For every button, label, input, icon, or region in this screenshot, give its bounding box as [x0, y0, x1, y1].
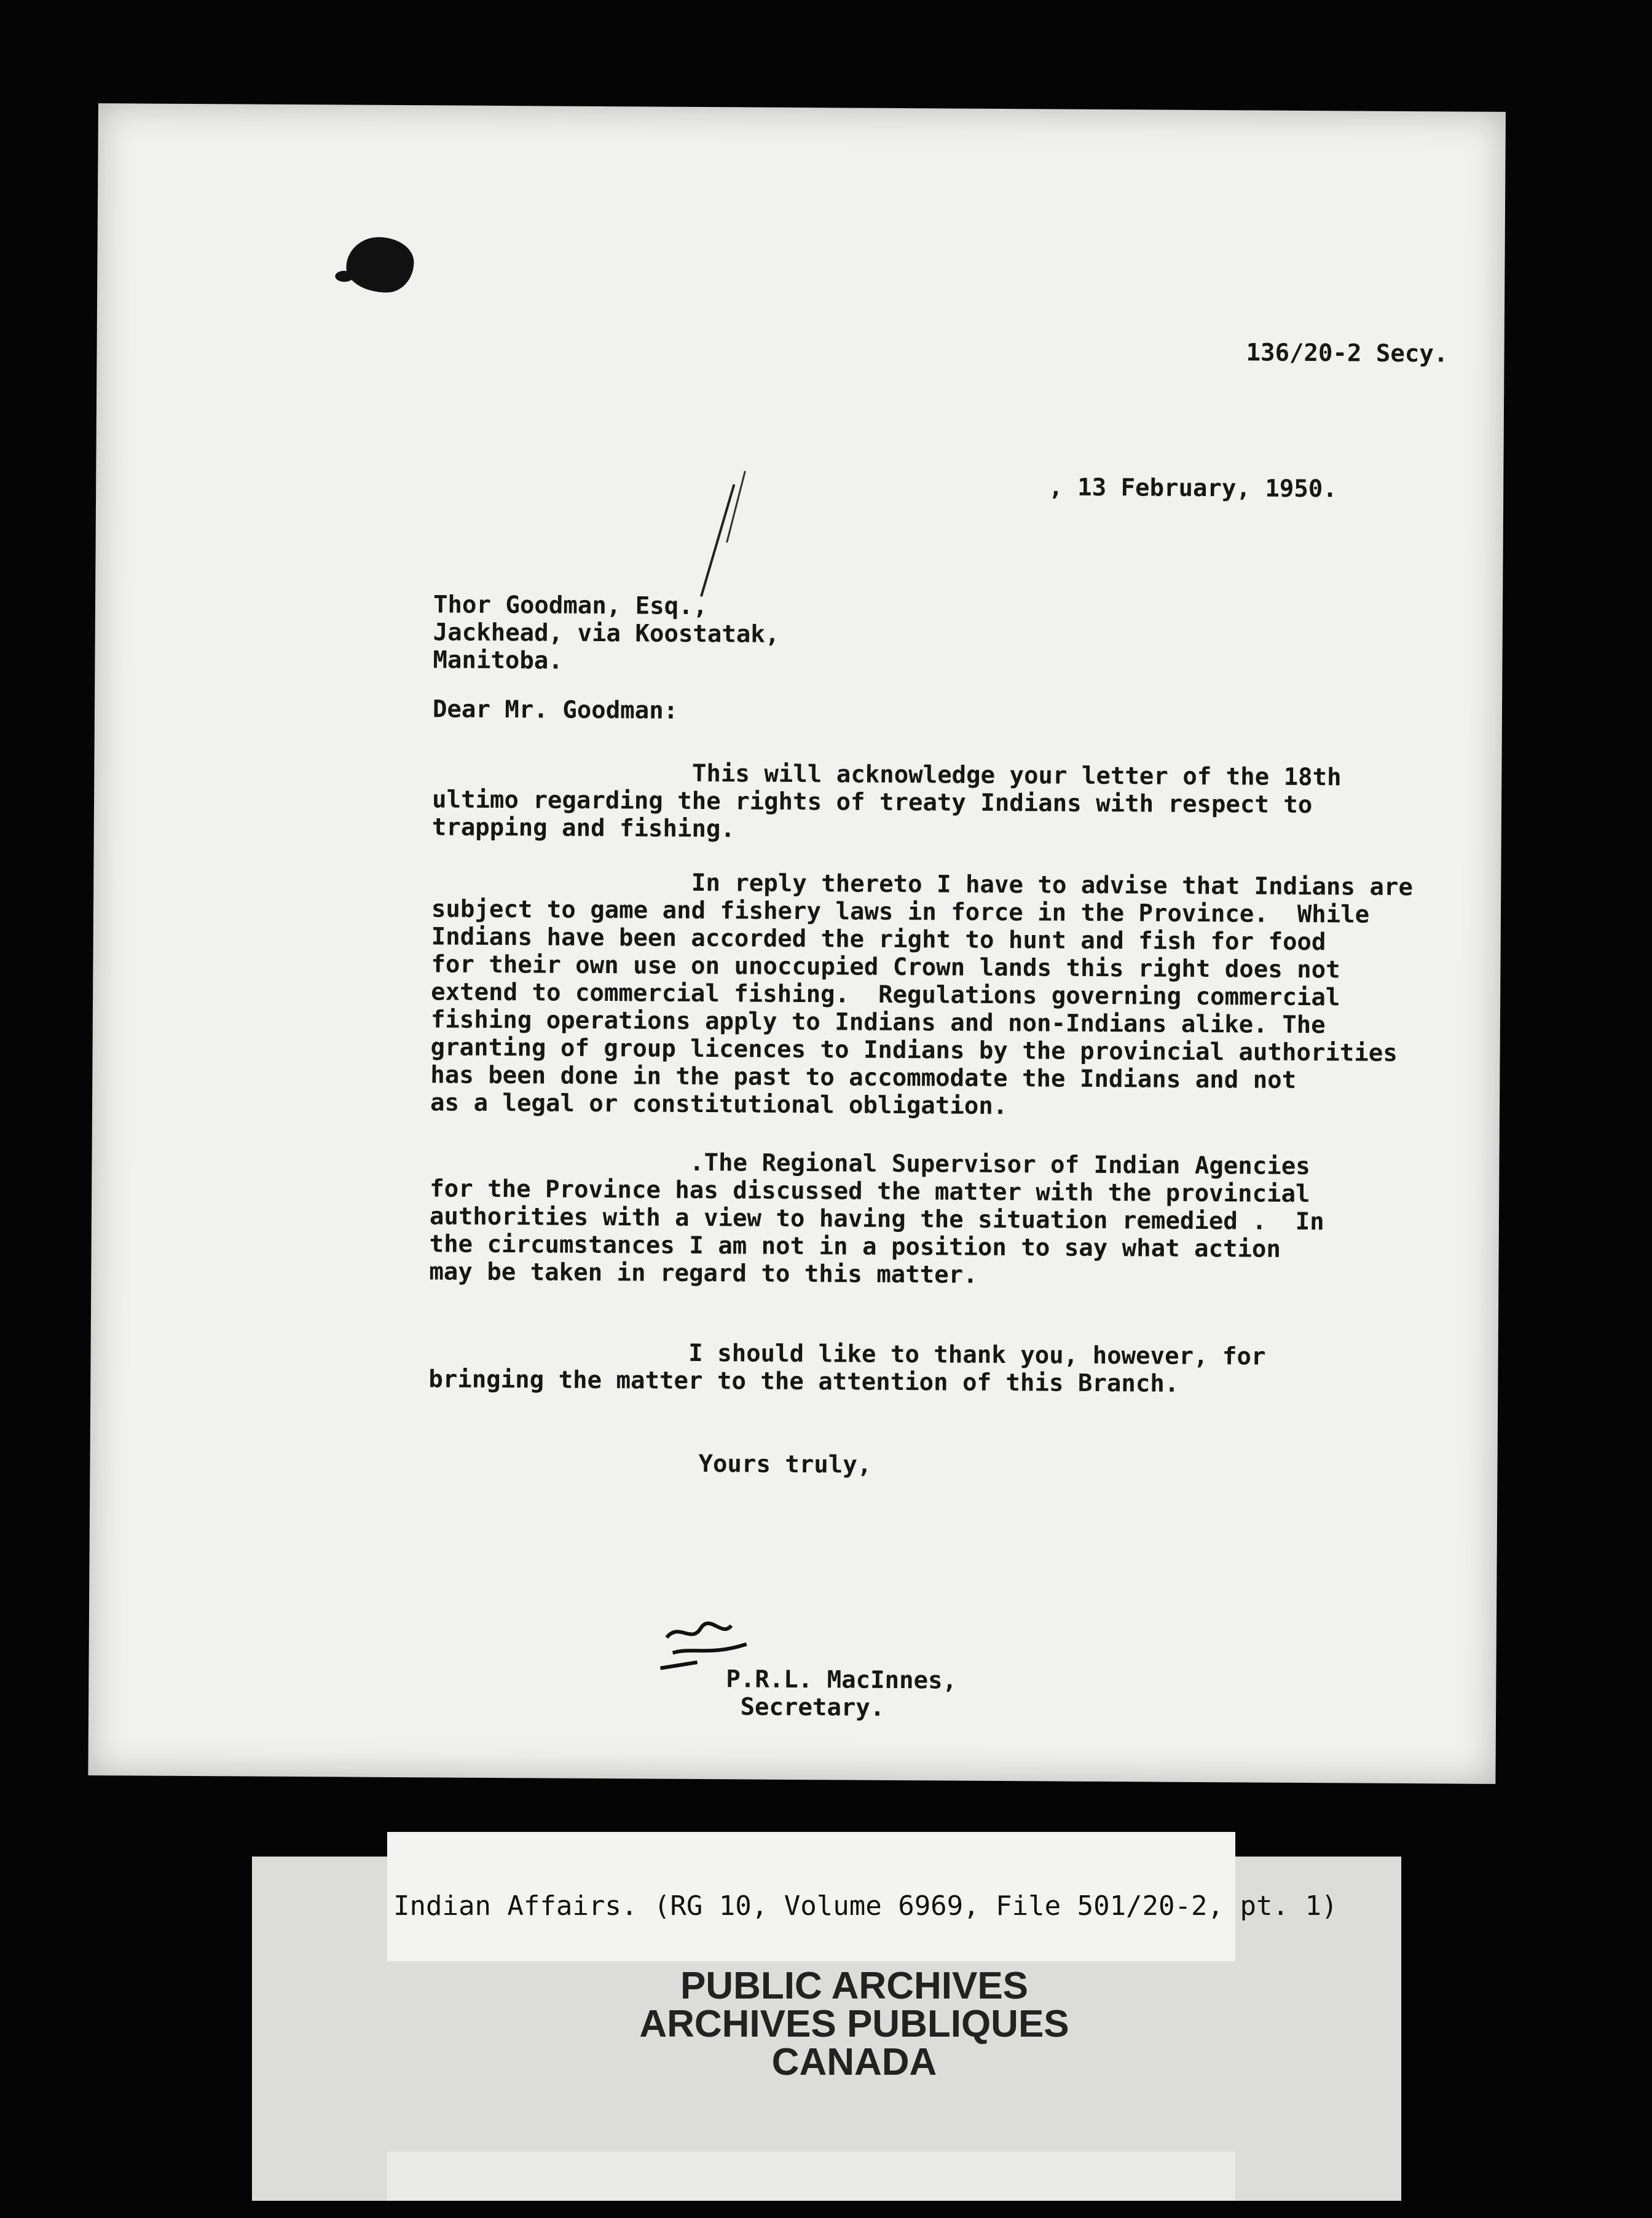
paragraph-line: Indians have been accorded the right to hunt and fish for food	[431, 923, 1326, 957]
file-reference: 136/20-2 Secy.	[1246, 339, 1449, 368]
closing: Yours truly,	[698, 1450, 872, 1479]
stamp-line: PUBLIC ARCHIVES	[680, 1965, 1029, 2007]
letter-page	[88, 103, 1506, 1784]
paragraph	[429, 1147, 1324, 1291]
pen-mark	[726, 471, 746, 543]
address-line: Jackhead, via Koostatak,	[433, 618, 780, 649]
paragraph-line: This will acknowledge your letter of the 18th	[432, 758, 1342, 792]
signatory-name: P.R.L. MacInnes,	[697, 1665, 958, 1695]
paragraph-line: as a legal or constitutional obligation.	[430, 1089, 1008, 1121]
paragraph-line: ultimo regarding the rights of treaty Indians with respect to	[431, 786, 1313, 819]
paragraph-line: extend to commercial fishing. Regulations governing commercial	[431, 978, 1340, 1012]
paragraph-line: fishing operations apply to Indians and non-Indians alike. The	[430, 1006, 1326, 1040]
paragraph-line: trapping and fishing.	[431, 813, 736, 843]
pen-mark	[700, 484, 735, 596]
ink-blot	[346, 237, 414, 293]
paragraph-line: I should like to thank you, however, for	[428, 1338, 1266, 1371]
paragraph	[430, 867, 1413, 1123]
address-line: Manitoba.	[433, 646, 563, 675]
paragraph-line: subject to game and fishery laws in force in the Province. While	[431, 895, 1370, 929]
paragraph-line: bringing the matter to the attention of this Branch.	[428, 1365, 1179, 1398]
paragraph	[428, 1338, 1265, 1398]
paragraph	[432, 758, 1342, 847]
letter-date: , 13 February, 1950.	[1048, 473, 1337, 503]
archive-stamp	[633, 1967, 1076, 2082]
paragraph-line: granting of group licences to Indians by the provincial authorities	[430, 1033, 1398, 1067]
paragraph-line: authorities with a view to having the situation remedied . In	[429, 1202, 1324, 1236]
archive-citation: Indian Affairs. (RG 10, Volume 6969, File 501/20-2, pt. 1)	[393, 1890, 1338, 1922]
salutation: Dear Mr. Goodman:	[432, 695, 678, 725]
paragraph-line: for their own use on unoccupied Crown lands this right does not	[431, 950, 1340, 984]
stamp-line: CANADA	[771, 2041, 937, 2083]
label-bottom-strip	[387, 2152, 1235, 2201]
paragraph-line: .The Regional Supervisor of Indian Agencies	[430, 1147, 1310, 1181]
paragraph-line: the circumstances I am not in a position to say what action	[429, 1230, 1281, 1263]
recipient-address	[433, 591, 779, 676]
paragraph-line: has been done in the past to accommodate the Indians and not	[430, 1061, 1297, 1094]
stamp-line: ARCHIVES PUBLIQUES	[639, 2003, 1069, 2045]
paragraph-line: for the Province has discussed the matter with the provincial	[430, 1175, 1310, 1209]
paragraph-line: In reply thereto I have to advise that Indians are	[431, 867, 1414, 902]
signature-block	[697, 1665, 957, 1723]
address-line: Thor Goodman, Esq.,	[433, 591, 708, 621]
paragraph-line: may be taken in regard to this matter.	[429, 1258, 978, 1289]
signatory-title: Secretary.	[696, 1692, 885, 1722]
